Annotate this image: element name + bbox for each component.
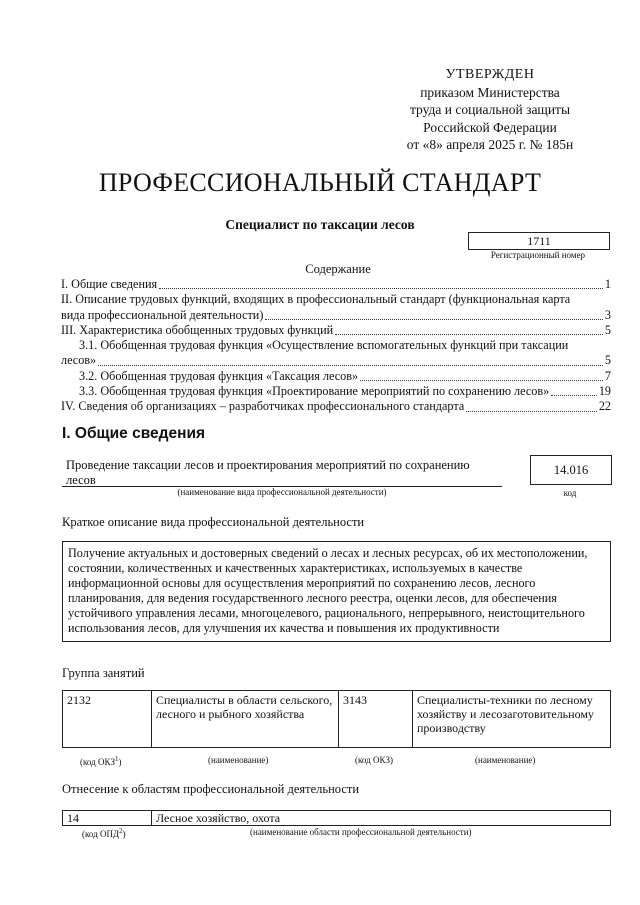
occupation-name: Специалисты в области сельского, лесного и рыбного хозяйства — [152, 691, 339, 748]
toc-item-page: 1 — [604, 277, 611, 291]
opd-code-label: (код ОПД$^2$) — [82, 827, 126, 839]
area-table — [62, 810, 611, 826]
toc-item-page: 7 — [604, 368, 611, 383]
occupation-name: Специалисты-техники по лесному хозяйству и лесозаготовительному производству — [413, 691, 611, 748]
section-heading: I. Общие сведения — [62, 425, 206, 442]
occupation-name-label: (наименование) — [208, 755, 269, 765]
table-row — [63, 811, 611, 826]
toc-item-text: IV. Сведения об организациях – разработчиках профессионального стандарта — [61, 399, 465, 414]
registration-number: 1711 — [468, 232, 610, 250]
occupation-group-heading: Группа занятий — [62, 666, 145, 680]
approval-line: труда и социальной защиты — [409, 102, 571, 117]
area-name-label: (наименование области профессиональной деятельности) — [250, 827, 472, 837]
occupation-code: 3143 — [339, 691, 413, 748]
toc-item-page: 19 — [598, 384, 611, 399]
approval-block — [380, 66, 600, 154]
code-label: код — [563, 488, 577, 498]
toc-item[interactable] — [61, 277, 611, 292]
toc-item-page: 5 — [604, 322, 611, 337]
table-row — [63, 691, 611, 748]
okz-code-label: (код ОКЗ) — [355, 755, 393, 765]
toc-item-text: 3.2. Обобщенная трудовая функция «Таксация лесов» — [79, 368, 359, 383]
toc-item[interactable] — [61, 384, 611, 399]
toc-item-text-cont: вида профессиональной деятельности) — [61, 307, 264, 322]
toc-item-text: III. Характеристика обобщенных трудовых функций — [61, 322, 334, 337]
activity-label: (наименование вида профессиональной деятельности) — [177, 487, 387, 497]
occupation-table — [62, 690, 611, 748]
approval-line: от «8» апреля 2025 г. № 185н — [406, 137, 574, 152]
area-code: 14 — [63, 811, 152, 826]
toc-item-page: 5 — [604, 353, 611, 368]
occupation-name-label: (наименование) — [475, 755, 536, 765]
area-heading: Отнесение к областям профессиональной деятельности — [62, 782, 360, 796]
toc-item-text-cont: лесов» — [61, 353, 97, 368]
toc-item[interactable] — [61, 338, 611, 369]
toc-item[interactable] — [61, 369, 611, 384]
toc-item-text: I. Общие сведения — [61, 277, 158, 291]
approval-line: Российской Федерации — [423, 119, 557, 135]
approval-line: УТВЕРЖДЕН — [445, 67, 535, 82]
activity-code: 14.016 — [530, 455, 612, 485]
contents-heading: Содержание — [305, 262, 371, 276]
toc-item-text: 3.1. Обобщенная трудовая функция «Осуществление вспомогательных функций при таксации — [79, 338, 569, 353]
document-subtitle: Специалист по таксации лесов — [225, 217, 415, 232]
okz-code-label: (код ОКЗ$^1$) — [80, 755, 122, 767]
toc-item-page: 22 — [598, 399, 611, 414]
toc-item-text: II. Описание трудовых функций, входящих в профессиональный стандарт (функциональная карта — [61, 292, 571, 307]
occupation-code: 2132 — [63, 691, 152, 748]
toc-item-text: 3.3. Обобщенная трудовая функция «Проектирование мероприятий по сохранению лесов» — [79, 384, 550, 399]
toc-item[interactable] — [61, 292, 611, 323]
registration-label: Регистрационный номер — [490, 250, 586, 260]
brief-description-heading: Краткое описание вида профессиональной деятельности — [62, 515, 365, 529]
toc-item[interactable] — [61, 399, 611, 414]
toc-item-page: 3 — [604, 307, 611, 322]
document-title: ПРОФЕССИОНАЛЬНЫЙ СТАНДАРТ — [98, 168, 542, 197]
brief-description-text: Получение актуальных и достоверных сведений о лесах и лесных ресурсах, об их местоположении, состоянии, количественных и качественных характеристиках, используемых в качестве информационной основы для осуществления мероприятий по сохранению лесов, лесного планирования, для ведения государственного лесного реестра, оценки лесов, для обеспечения устойчивого управления лесами, многоцелевого, рационального, непрерывного, неистощительного использования лесов, для улучшения их качества и повышения их продуктивности — [62, 541, 611, 642]
area-name: Лесное хозяйство, охота — [152, 811, 611, 826]
approval-line: приказом Министерства — [420, 84, 560, 100]
toc-item[interactable] — [61, 323, 611, 338]
table-of-contents — [61, 277, 611, 415]
activity-name: Проведение таксации лесов и проектирования мероприятий по сохранению лесов — [66, 458, 470, 487]
